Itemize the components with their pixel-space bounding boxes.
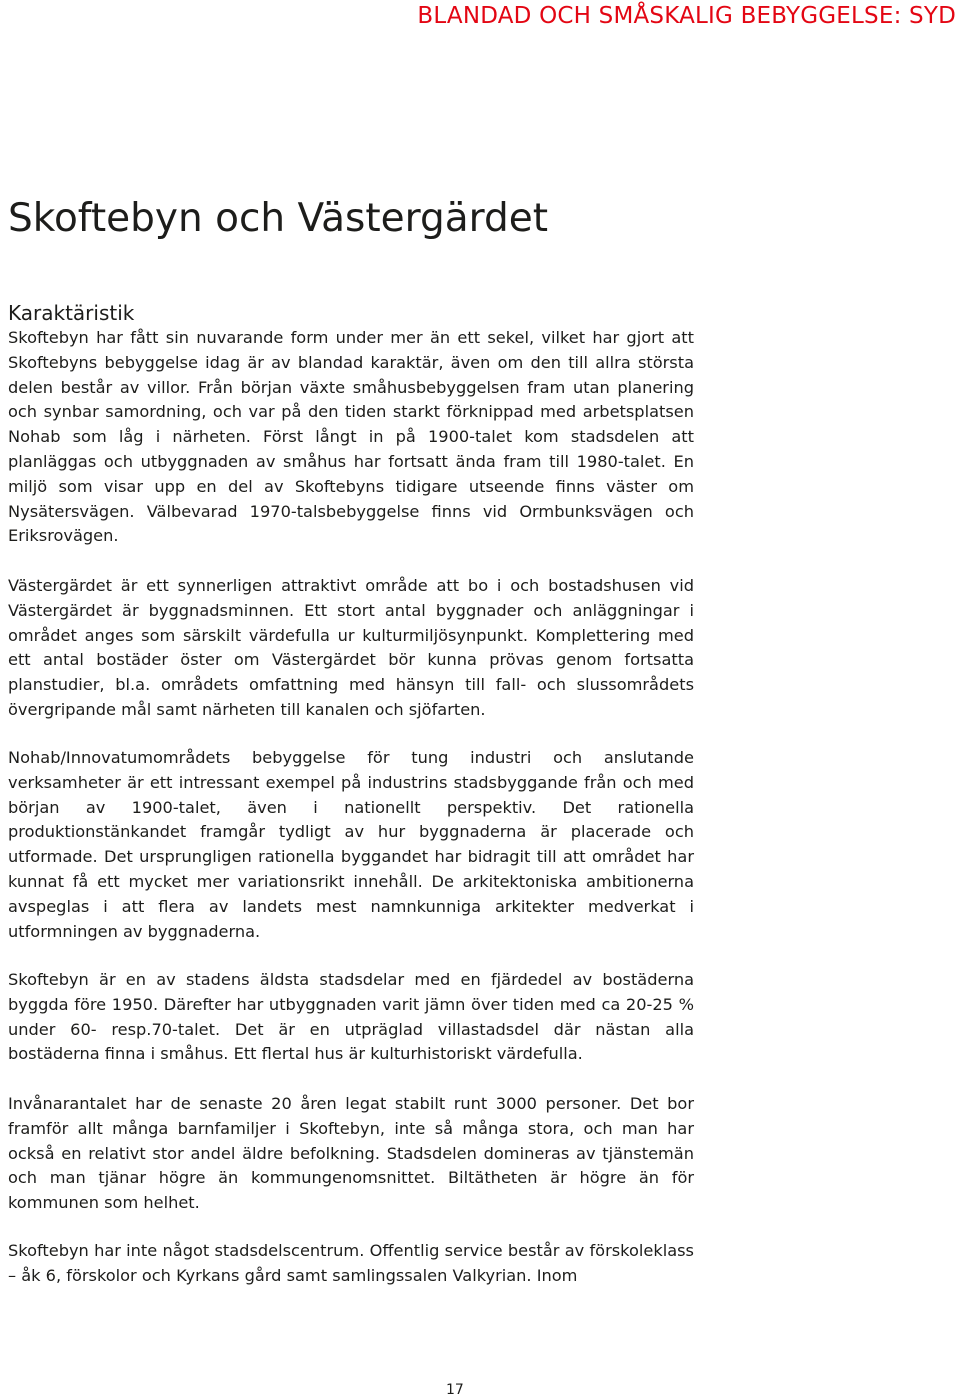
paragraph-characteristics: Skoftebyn har fått sin nuvarande form under mer än ett sekel, vilket har gjort att Skoftebyns bebyggelse idag är av blandad karaktär, även om den till allra största delen består av villor. Från början växte småhusbebyggelsen fram utan planering och synbar samordning, och var på den tiden starkt förknippad med arbetsplatsen Nohab som låg i närheten. Först långt in på 1900-talet kom stadsdelen att planläggas och utbyggnaden av småhus har fortsatt ända fram till 1980-talet. En miljö som visar upp en del av Skoftebyns tidigare utseende finns väster om Nysätersvägen. Välbevarad 1970-talsbebyggelse finns vid Ormbunksvägen och Eriksrovägen. <box>8 328 694 546</box>
section-heading: Karaktäristik <box>8 301 135 325</box>
paragraph-housing-age: Skoftebyn är en av stadens äldsta stadsdelar med en fjärdedel av bostäderna byggda före 1950. Därefter har utbyggnaden varit jämn över tiden med ca 20-25 % under 60- resp.70-talet. Det är en utpräglad villastadsdel där nästan alla bostäderna finna i småhus. Ett flertal hus är kulturhistoriskt värdefulla. <box>8 970 694 1064</box>
running-header: BLANDAD OCH SMÅSKALIG BEBYGGELSE: SYD <box>417 3 956 29</box>
paragraph-nohab: Nohab/Innovatumområdets bebyggelse för tung industri och anslutande verksamheter är ett intressant exempel på industrins stadsbyggande från och med början av 1900-talet, även i nationellt perspektiv. Det rationella produktionstänkandet framgår tydligt av hur byggnaderna är placerade och utformade. Det ursprungligen rationella byggandet har bidragit till att området har kunnat få ett mycket mer variationsrikt innehåll. De arkitektoniska ambitionerna avspeglas i att flera av landets mest namnkunniga arkitekter medverkat i utformningen av byggnaderna. <box>8 748 694 941</box>
page-title: Skoftebyn och Västergärdet <box>8 196 549 241</box>
page-number: 17 <box>446 1382 464 1398</box>
paragraph-services: Skoftebyn har inte något stadsdelscentrum. Offentlig service består av förskoleklass – åk 6, förskolor och Kyrkans gård samt samlingssalen Valkyrian. Inom <box>8 1241 694 1285</box>
paragraph-vastergardet: Västergärdet är ett synnerligen attraktivt område att bo i och bostadshusen vid Västergärdet är byggnadsminnen. Ett stort antal byggnader och anläggningar i området anges som särskilt värdefulla ur kulturmiljösynpunkt. Komplettering med ett antal bostäder öster om Västergärdet bör kunna prövas genom fortsatta planstudier, bl.a. områdets omfattning med hänsyn till fall- och slussområdets övergripande mål samt närheten till kanalen och sjöfarten. <box>8 576 694 719</box>
paragraph-population: Invånarantalet har de senaste 20 åren legat stabilt runt 3000 personer. Det bor framför allt många barnfamiljer i Skoftebyn, inte så många stora, och man har också en relativt stor andel äldre befolkning. Stadsdelen domineras av tjänstemän och man tjänar högre än kommungenomsnittet. Biltätheten är högre än för kommunen som helhet. <box>8 1094 694 1213</box>
